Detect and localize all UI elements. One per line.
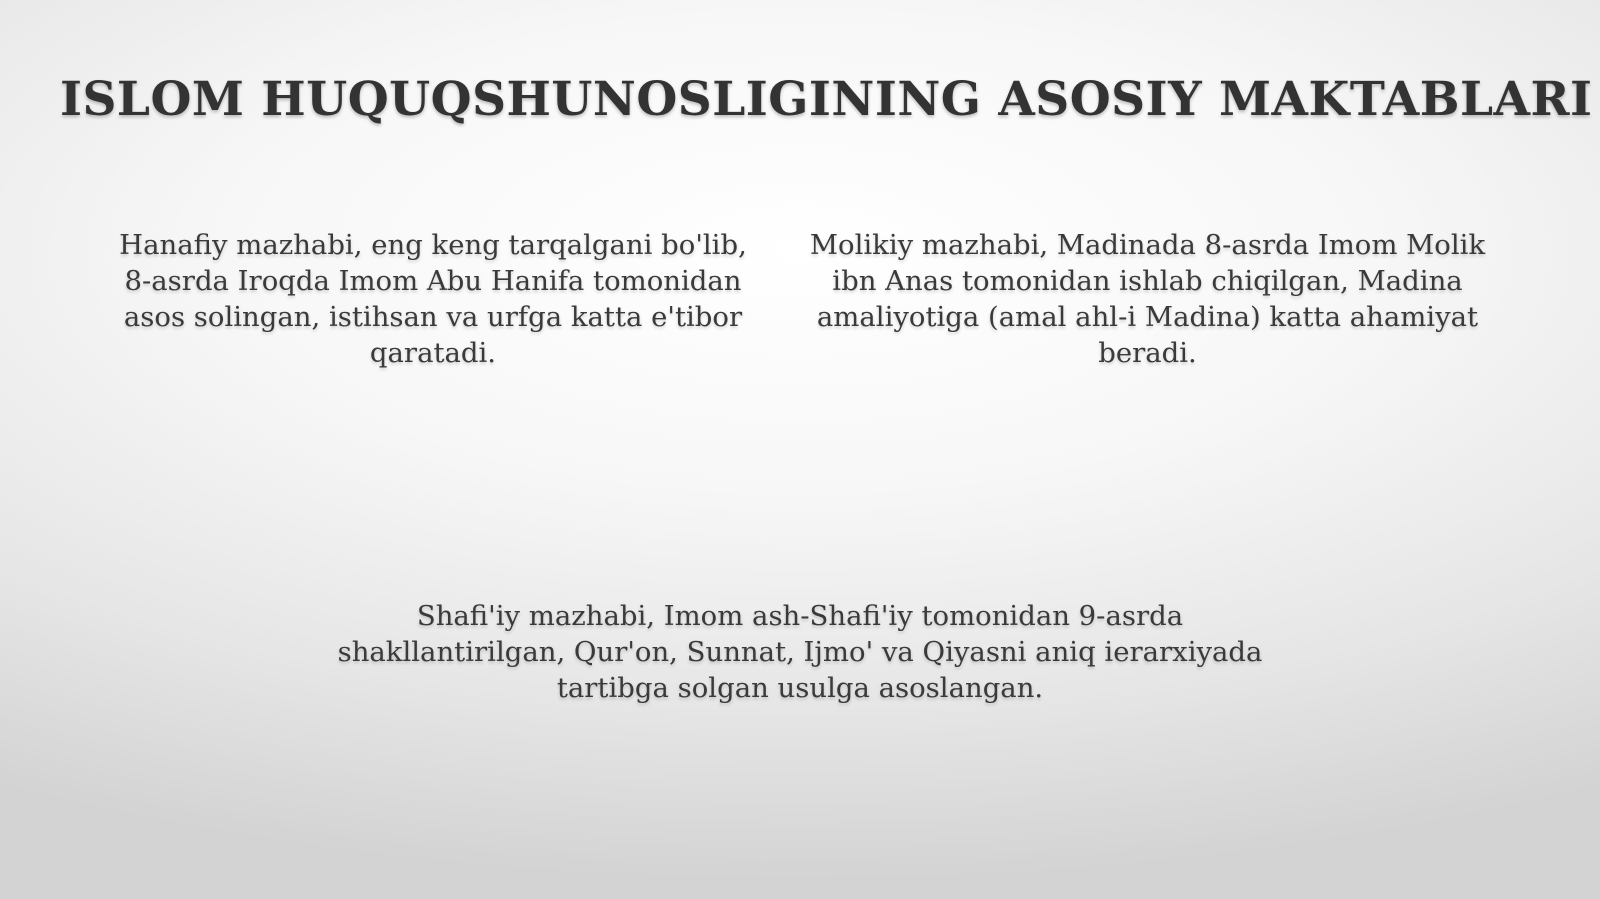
hanafi-text-block: Hanafiy mazhabi, eng keng tarqalgani bo'lib, 8-asrda Iroqda Imom Abu Hanifa tomonidan asos solingan, istihsan va urfga katta e'tibor qaratadi. (119, 229, 747, 369)
shafii-text-block: Shafi'iy mazhabi, Imom ash-Shafi'iy tomonidan 9-asrda shakllantirilgan, Qur'on, Sunnat, Ijmo' va Qiyasni aniq ierarxiyada tartibga solgan usulga asoslangan. (337, 600, 1263, 704)
slide-title: ISLOM HUQUQSHUNOSLIGINING ASOSIY MAKTABLARI (60, 72, 1593, 127)
maliki-text-block: Molikiy mazhabi, Madinada 8-asrda Imom Molik ibn Anas tomonidan ishlab chiqilgan, Madina amaliyotiga (amal ahl-i Madina) katta ahamiyat beradi. (809, 229, 1486, 369)
